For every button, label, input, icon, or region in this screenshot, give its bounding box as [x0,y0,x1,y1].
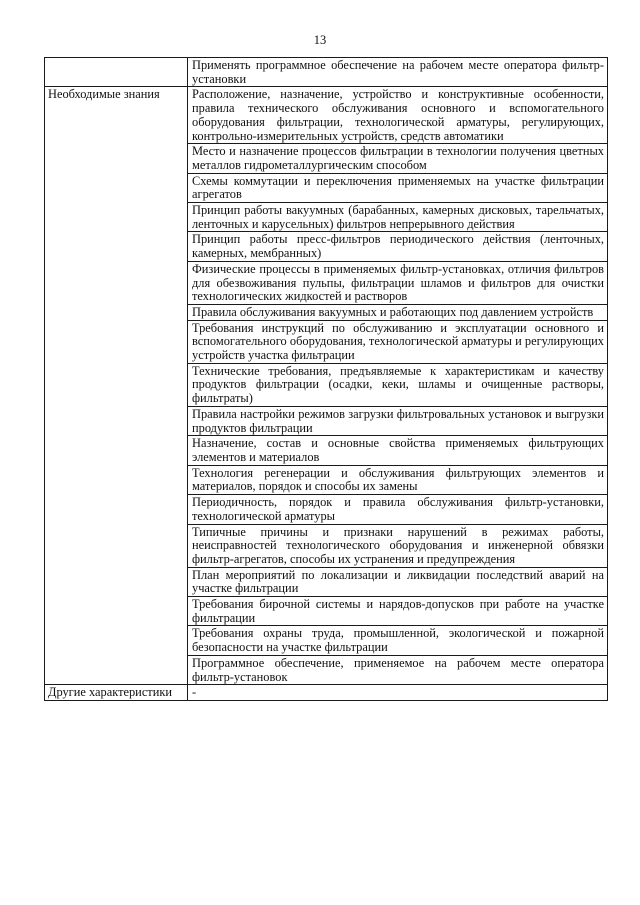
page-number: 13 [313,33,327,47]
row-text: Требования инструкций по обслуживанию и эксплуатации основного и вспомогательного оборудования, технологической арматуры и регулирующих устройств участка фильтрации [188,320,608,363]
row-text: Технические требования, предъявляемые к характеристикам и качеству продуктов фильтрации (осадки, кеки, шламы и очищенные растворы, фильтраты) [188,363,608,406]
row-text: - [188,685,608,701]
table-row [45,87,608,144]
table-row [45,58,608,87]
table-row [45,261,608,304]
row-text: План мероприятий по локализации и ликвидации последствий аварий на участке фильтрации [188,567,608,596]
row-text: Правила настройки режимов загрузки фильтровальных установок и выгрузки продуктов фильтрации [188,406,608,435]
table-row [45,363,608,406]
row-text: Требования охраны труда, промышленной, экологической и пожарной безопасности на участке фильтрации [188,626,608,655]
row-label: Необходимые знания [45,87,188,144]
row-text: Принцип работы пресс-фильтров периодического действия (ленточных, камерных, мембранных) [188,232,608,261]
table-row [45,304,608,320]
table-row [45,495,608,524]
row-label [45,58,188,87]
row-label [45,597,188,626]
qualification-table [44,57,608,701]
row-label [45,436,188,465]
row-label [45,261,188,304]
table-row [45,232,608,261]
row-label [45,465,188,494]
row-text: Схемы коммутации и переключения применяемых на участке фильтрации агрегатов [188,173,608,202]
table-row [45,567,608,596]
row-text: Физические процессы в применяемых фильтр-установках, отличия фильтров для обезвоживания пульпы, фильтрации шламов и фильтров для очистки технологических жидкостей и растворов [188,261,608,304]
row-label [45,363,188,406]
table-row [45,203,608,232]
row-label [45,495,188,524]
table-row [45,626,608,655]
row-label [45,232,188,261]
table-row [45,524,608,567]
table-row [45,144,608,173]
row-text: Типичные причины и признаки нарушений в режимах работы, неисправностей технологического оборудования и инженерной обвязки фильтр-агрегатов, способы их устранения и предупреждения [188,524,608,567]
table-row [45,436,608,465]
table-row [45,320,608,363]
row-text: Требования бирочной системы и нарядов-допусков при работе на участке фильтрации [188,597,608,626]
table-row [45,406,608,435]
table-row [45,173,608,202]
row-text: Расположение, назначение, устройство и конструктивные особенности, правила технического обслуживания основного и вспомогательного оборудования фильтрации, технологической арматуры, регулирующих, контрольно-измерительных устройств, средств автоматики [188,87,608,144]
row-label [45,655,188,684]
row-label: Другие характеристики [45,685,188,701]
table-row [45,597,608,626]
table-row [45,685,608,701]
row-label [45,144,188,173]
row-text: Принцип работы вакуумных (барабанных, камерных дисковых, тарельчатых, ленточных и карусельных) фильтров непрерывного действия [188,203,608,232]
row-label [45,626,188,655]
row-label [45,320,188,363]
row-text: Технология регенерации и обслуживания фильтрующих элементов и материалов, порядок и способы их замены [188,465,608,494]
row-label [45,304,188,320]
row-text: Периодичность, порядок и правила обслуживания фильтр-установки, технологической арматуры [188,495,608,524]
row-text: Правила обслуживания вакуумных и работающих под давлением устройств [188,304,608,320]
row-label [45,203,188,232]
table-row [45,655,608,684]
row-label [45,567,188,596]
row-text: Программное обеспечение, применяемое на рабочем месте оператора фильтр-установок [188,655,608,684]
row-text: Место и назначение процессов фильтрации в технологии получения цветных металлов гидрометаллургическим способом [188,144,608,173]
row-label [45,173,188,202]
row-text: Применять программное обеспечение на рабочем месте оператора фильтр-установки [188,58,608,87]
row-text: Назначение, состав и основные свойства применяемых фильтрующих элементов и материалов [188,436,608,465]
table-row [45,465,608,494]
row-label [45,406,188,435]
row-label [45,524,188,567]
